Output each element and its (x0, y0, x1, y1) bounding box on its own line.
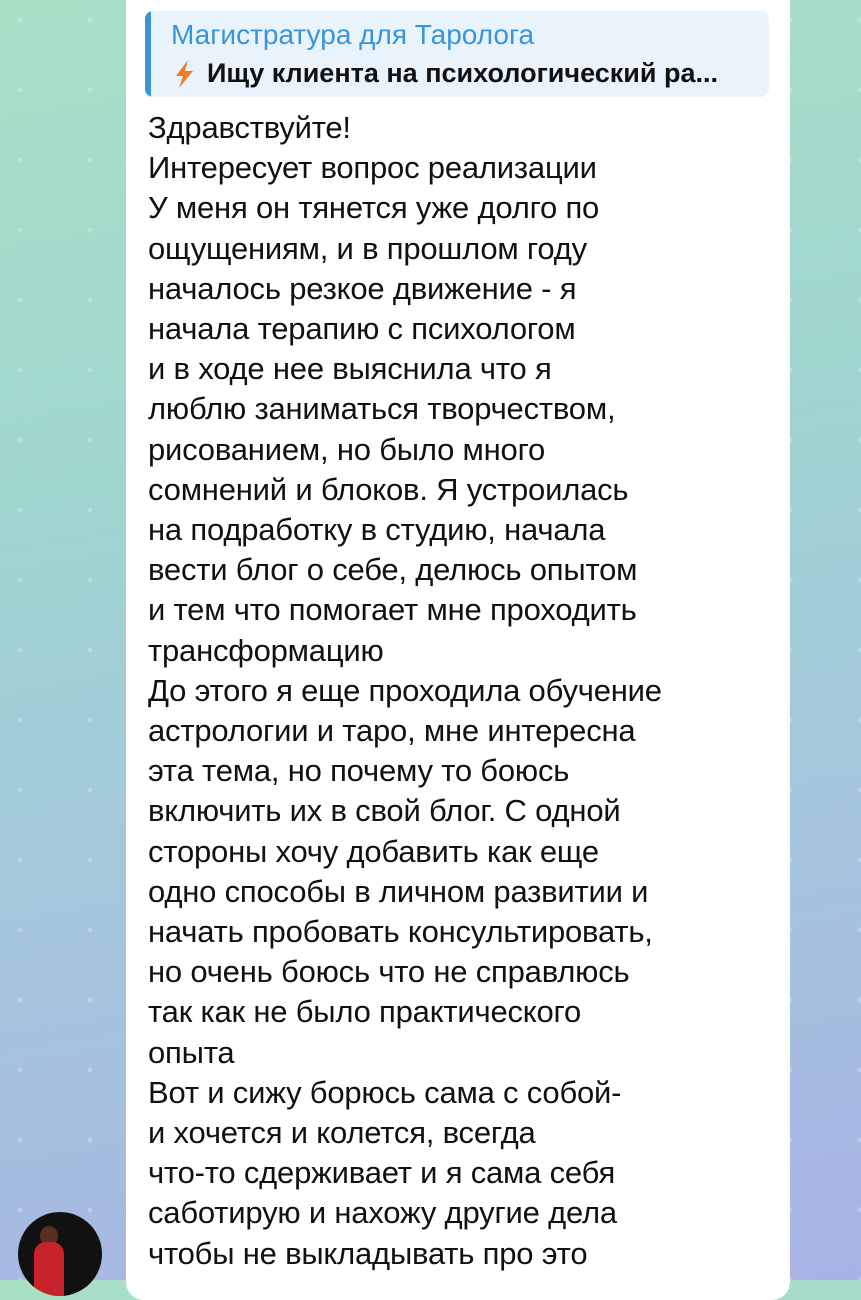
message-line: Здравствуйте! (148, 110, 351, 145)
message-line: но очень боюсь что не справлюсь (148, 954, 630, 990)
message-line: До этого я еще проходила обучение (148, 672, 662, 708)
message-line: чтобы не выкладывать про это (148, 1235, 588, 1271)
reply-snippet (171, 58, 718, 89)
lightning-icon (171, 59, 197, 89)
message-line: что-то сдерживает и я сама себя (148, 1155, 616, 1191)
message-text (148, 108, 662, 1274)
message-line: Вот и сижу борюсь сама с собой- (148, 1074, 622, 1110)
message-line: сомнений и блоков. Я устроилась (148, 471, 629, 507)
message-line: трансформацию (148, 632, 384, 668)
message-line: начать пробовать консультировать, (148, 914, 653, 950)
message-line: рисованием, но было много (148, 431, 546, 467)
message-line: эта тема, но почему то боюсь (148, 753, 570, 789)
sender-avatar[interactable] (18, 1212, 102, 1296)
message-line: вести блог о себе, делюсь опытом (148, 552, 638, 588)
message-line: и тем что помогает мне проходить (148, 592, 637, 628)
avatar-figure (34, 1242, 64, 1296)
message-line: стороны хочу добавить как еще (148, 833, 599, 869)
message-line: ощущениям, и в прошлом году (148, 230, 587, 266)
reply-preview[interactable] (145, 11, 769, 97)
message-line: включить их в свой блог. С одной (148, 793, 621, 829)
message-line: У меня он тянется уже долго по (148, 190, 600, 226)
message-line: опыта (148, 1034, 235, 1070)
message-line: Интересует вопрос реализации (148, 150, 597, 186)
message-line: астрологии и таро, мне интересна (148, 713, 636, 749)
message-line: и в ходе нее выяснила что я (148, 351, 552, 387)
message-line: начала терапию с психологом (148, 311, 576, 347)
message-line: на подработку в студию, начала (148, 512, 606, 548)
message-line: саботирую и нахожу другие дела (148, 1195, 617, 1231)
reply-accent-bar (145, 11, 151, 97)
reply-channel-name: Магистратура для Таролога (171, 19, 535, 50)
reply-snippet-text: Ищу клиента на психологический ра... (207, 58, 718, 88)
message-line: люблю заниматься творчеством, (148, 391, 616, 427)
message-line: одно способы в личном развитии и (148, 873, 649, 909)
message-line: так как не было практического (148, 994, 582, 1030)
message-line: началось резкое движение - я (148, 270, 577, 306)
message-line: и хочется и колется, всегда (148, 1115, 536, 1151)
